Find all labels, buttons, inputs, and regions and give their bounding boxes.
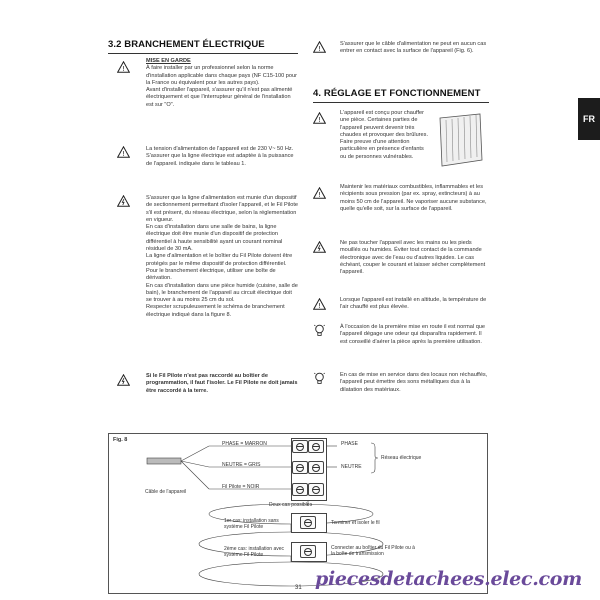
paragraph: Ne pas toucher l'appareil avec les mains ou les pieds mouillés ou humides. Éviter tout contact de la commande électronique avec de l'eau ou d'autres liquides. Le cas échéant, couper le courant et laisser sécher complètement l'appareil. bbox=[340, 240, 486, 276]
terminal-screw bbox=[300, 516, 316, 529]
paragraph: En cas d'installation dans une pièce humide (cuisine, salle de bain), le branchement de l'appareil au circuit électrique doit se trouver à au moins 25 cm du sol. bbox=[146, 282, 298, 304]
paragraph: En cas de mise en service dans des locaux non réchauffés, l'appareil peut émettre des sons métalliques dus à la dilatation des matériaux. bbox=[340, 372, 488, 393]
network-label-reseau: Réseau électrique bbox=[381, 455, 422, 461]
section-title-branchement: 3.2 BRANCHEMENT ÉLECTRIQUE bbox=[108, 39, 265, 50]
paragraph: À l'occasion de la première mise en route il est normal que l'appareil dégage une odeur qui disparaîtra rapidement. Il est conseillé d'aérer la pièce après la première utilisation. bbox=[340, 324, 486, 345]
terminal-screw bbox=[292, 483, 308, 496]
paragraph: L'appareil est conçu pour chauffer une pièce. Certaines parties de l'appareil peuvent devenir très chaudes et provoquer des brûlures. Faire preuve d'une attention particulière en présence d'enfants ou de personnes vulnérables. bbox=[340, 110, 429, 160]
warning-icon bbox=[313, 41, 326, 53]
paragraph: Avant d'installer l'appareil, s'assurer qu'il n'est pas alimenté électriquement et que l'interrupteur général de l'installation est sur "O". bbox=[146, 87, 293, 108]
terminal-screw bbox=[308, 440, 324, 453]
warning-icon bbox=[117, 61, 130, 73]
title-rule bbox=[313, 102, 489, 103]
lightbulb-icon bbox=[314, 372, 325, 385]
page-number: 31 bbox=[295, 585, 302, 591]
paragraph: Respecter scrupuleusement le schéma de branchement électrique indiqué dans la figure 8. bbox=[146, 304, 285, 318]
paragraph: En cas d'installation dans une salle de bains, la ligne électrique doit être munie d'un dispositif de protection différentiel à haute sensibilité ayant un courant nominal résiduel de 30 mA. bbox=[146, 224, 283, 253]
svg-text:!: ! bbox=[318, 302, 321, 310]
radiator-illustration bbox=[436, 112, 486, 170]
wire-label-neutre-gris: NEUTRE = GRIS bbox=[222, 462, 261, 468]
cable-label: Câble de l'appareil bbox=[145, 489, 187, 495]
lightbulb-icon bbox=[314, 324, 325, 337]
warning-icon bbox=[313, 112, 326, 124]
paragraph: S'assurer que la ligne d'alimentation est munie d'un dispositif de sectionnement permettant d'isoler l'appareil, et le Fil Pilote s'il est présent, du réseau électrique, selon la réglementation en vigueur. bbox=[146, 195, 299, 223]
title-rule bbox=[108, 53, 298, 54]
terminal-screw bbox=[292, 461, 308, 474]
svg-text:!: ! bbox=[318, 45, 321, 53]
warning-icon bbox=[313, 187, 326, 199]
warning-icon bbox=[313, 298, 326, 310]
terminal-screw bbox=[308, 461, 324, 474]
svg-text:!: ! bbox=[318, 116, 321, 124]
case1-right-label: Terminer et isoler le fil bbox=[331, 520, 380, 526]
wire-label-fil-pilote-noir: Fil Pilote = NOIR bbox=[222, 484, 260, 490]
paragraph: Pour le branchement électrique, utiliser une boîte de dérivation. bbox=[146, 267, 276, 282]
watermark: piecesdetachees.elec.com bbox=[314, 568, 582, 590]
paragraph: S'assurer que le câble d'alimentation ne peut en aucun cas entrer en contact avec la surface de l'appareil (Fig. 6). bbox=[340, 41, 487, 55]
terminal-screw bbox=[300, 545, 316, 558]
svg-text:!: ! bbox=[122, 150, 125, 158]
case2-right-label: Connecter au boîtier du Fil Pilote ou à la boîte de transmission bbox=[331, 545, 415, 557]
case2-left-label: 2ème cas: installation avec système Fil Pilote bbox=[224, 546, 285, 558]
svg-text:!: ! bbox=[122, 65, 125, 73]
paragraph: La ligne d'alimentation et le boîtier du Fil Pilote doivent être protégés par le même dispositif de protection différentiel. bbox=[146, 253, 293, 267]
language-tab: FR bbox=[578, 98, 600, 140]
warning-icon bbox=[117, 146, 130, 158]
case1-left-label: 1er cas: installation sans système Fil Pilote bbox=[224, 518, 279, 530]
terminal-screw bbox=[308, 483, 324, 496]
electric-hazard-icon bbox=[313, 241, 326, 253]
paragraph: Lorsque l'appareil est installé en altitude, la température de l'air chauffé est plus élevée. bbox=[340, 297, 487, 311]
paragraph-bold: Si le Fil Pilote n'est pas raccordé au boîtier de programmation, il faut l'isoler. Le Fil Pilote ne doit jamais être raccordé à la terre. bbox=[146, 373, 298, 394]
paragraph: La tension d'alimentation de l'appareil est de 230 V~ 50 Hz. S'assurer que la ligne électrique est adaptée à la puissance de l'appareil. indiquée dans le tableau 1. bbox=[146, 146, 294, 167]
paragraph: À faire installer par un professionnel selon la norme d'installation applicable dans chaque pays (NF C15-100 pour la France ou équivalent pour les autres pays). bbox=[146, 65, 297, 86]
network-label-neutre: NEUTRE bbox=[341, 464, 362, 470]
terminal-screw bbox=[292, 440, 308, 453]
electric-hazard-icon bbox=[117, 195, 130, 207]
two-cases-label: Deux cas possibles bbox=[269, 502, 313, 508]
figure-label: Fig. 8 bbox=[113, 437, 128, 443]
wire-label-phase-marron: PHASE = MARRON bbox=[222, 441, 267, 447]
mise-en-garde-heading: MISE EN GARDE bbox=[146, 58, 191, 64]
network-label-phase: PHASE bbox=[341, 441, 358, 447]
svg-text:!: ! bbox=[318, 191, 321, 199]
section-title-reglage: 4. RÉGLAGE ET FONCTIONNEMENT bbox=[313, 88, 481, 99]
paragraph: Maintenir les matériaux combustibles, inflammables et les récipients sous pression (par ex. spray, extincteurs) à au moins 50 cm de l'appareil. Ne vaporiser aucune substance, quelle qu'elle soit, sur la surface de l'appareil. bbox=[340, 184, 487, 212]
electric-hazard-icon bbox=[117, 374, 130, 386]
